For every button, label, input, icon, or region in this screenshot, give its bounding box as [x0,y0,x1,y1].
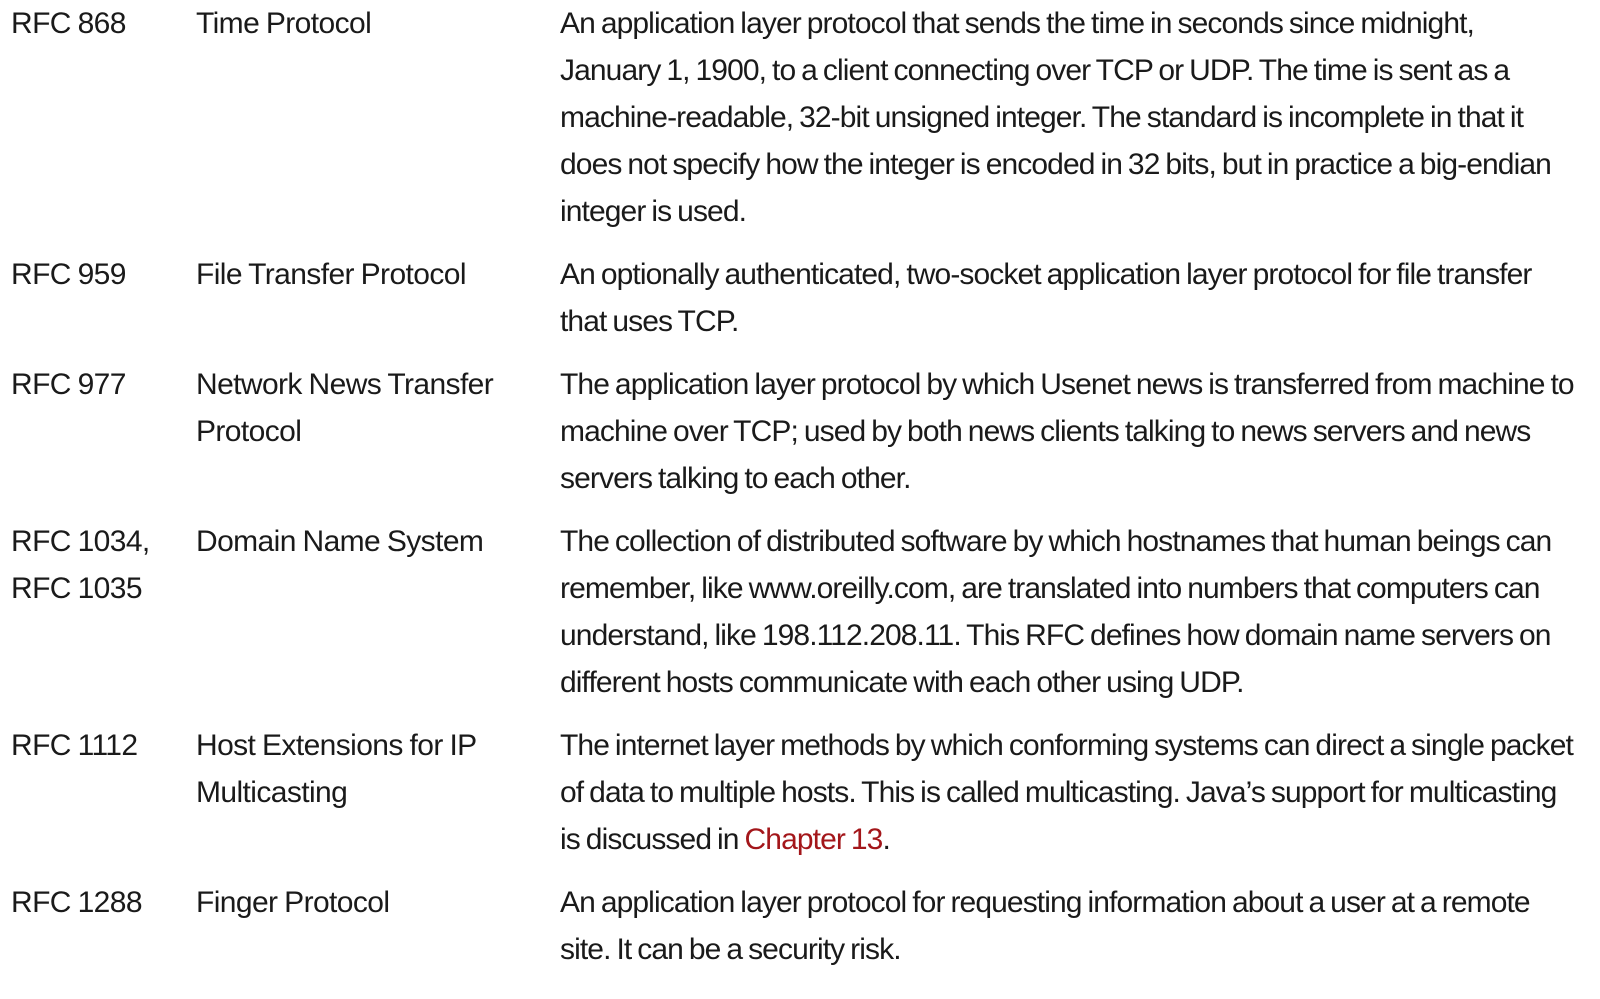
protocol-name: Network News Transfer Protocol [196,368,494,448]
rfc-table [11,0,1580,973]
protocol-description: The application layer protocol by which Usenet news is transferred from machine to machine over TCP; used by both news clients talking to news servers and news servers talking to each other. [560,368,1574,495]
table-row [11,0,1580,251]
protocol-description: An optionally authenticated, two-socket application layer protocol for file transfer that uses TCP. [560,258,1532,338]
protocol-name: Domain Name System [196,525,484,558]
protocol-name: Host Extensions for IP Multicasting [196,729,477,809]
rfc-number: RFC 1034, RFC 1035 [11,525,150,605]
table-row [11,879,1580,973]
description-text-end: . [882,823,890,856]
protocol-description [560,722,1580,879]
rfc-number: RFC 959 [11,258,126,291]
protocol-description: An application layer protocol for requesting information about a user at a remote site. It can be a security risk. [560,886,1530,966]
chapter-13-link[interactable]: Chapter 13 [744,823,883,856]
rfc-number: RFC 1112 [11,729,138,762]
protocol-description: The collection of distributed software by which hostnames that human beings can remember, like www.oreilly.com, are translated into numbers that computers can understand, like 198.112.208.11. This RFC defines how domain name servers on different hosts communicate with each other using UDP. [560,525,1552,699]
rfc-number: RFC 1288 [11,886,142,919]
rfc-number: RFC 868 [11,7,126,40]
protocol-name: File Transfer Protocol [196,258,466,291]
protocol-name: Finger Protocol [196,886,390,919]
table-row [11,251,1580,361]
description-text: The internet layer methods by which conforming systems can direct a single packet of data to multiple hosts. This is called multicasting. Java’s support for multicasting is discussed in [560,729,1573,856]
protocol-description: An application layer protocol that sends the time in seconds since midnight, January 1, 1900, to a client connecting over TCP or UDP. The time is sent as a machine-readable, 32-bit unsigned integer. The standard is incomplete in that it does not specify how the integer is encoded in 32 bits, but in practice a big-endian integer is used. [560,7,1551,228]
table-row [11,722,1580,879]
rfc-number: RFC 977 [11,368,126,401]
table-row [11,518,1580,722]
protocol-name: Time Protocol [196,7,372,40]
table-row [11,361,1580,518]
